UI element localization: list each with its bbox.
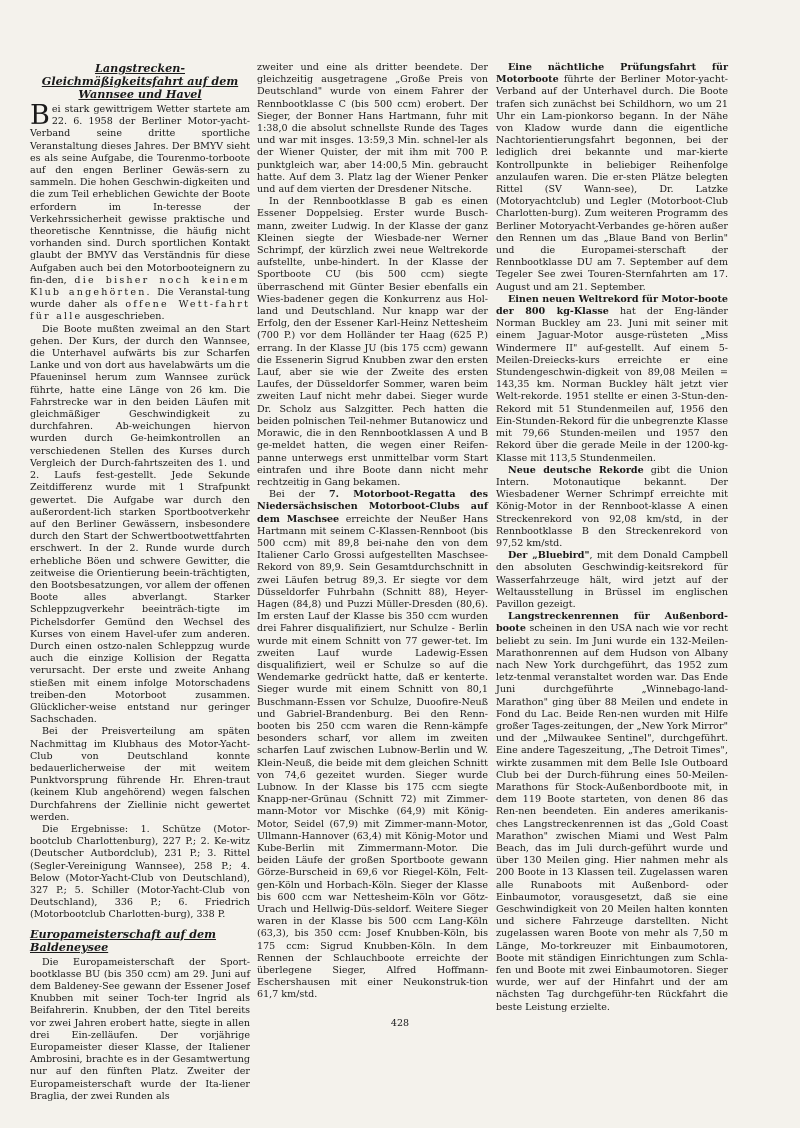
paragraph	[496, 465, 728, 550]
paragraph	[257, 489, 488, 1002]
column-left	[30, 62, 250, 1103]
drop-cap: B	[30, 100, 50, 131]
paragraph: In der Rennbootklasse B gab es einen Essener Doppelsieg. Erster wurde Busch-mann, zweiter Ludwig. In der Klasse der ganz Kleinen siegte der Wiesbade-ner Werner Schrimpf, der kürzlich zwei neue Weltrekorde aufstellte, unbe-hindert. In der Klasse der Sportboote CU (bis 500 ccm) siegte überraschend mit Günter Besier ebenfalls ein Wies-badener gegen die Konkurrenz aus Hol-land und Deutschland. Nur knapp war der Erfolg, den der Essener Karl-Heinz Nettesheim (700 P.) vor dem Holländer ter Haag (625 P.) errang. In der Klasse JU (bis 175 ccm) gewann die Essenerin Sigrud Knubben zwar den ersten Lauf, aber sie wie der Zweite des ersten Laufes, der Düsseldorfer Sommer, waren beim zweiten Lauf nicht mehr dabei. Sieger wurde Dr. Scholz aus Salzgitter. Pech hatten die beiden polnischen Teil-nehmer Butanowicz und Morawic, die in den Rennbootklassen A und B ge-meldet hatten, die wegen einer Reifen-panne unterwegs erst unmittelbar vorm Start eintrafen und ihre Boote dann nicht mehr rechtzeitig in Gang bekamen.	[257, 196, 488, 488]
spaced-text: offene Wett-fahrt für alle	[30, 299, 250, 323]
paragraph	[496, 62, 728, 294]
paragraph: Die Europameisterschaft der Sport-bootklasse BU (bis 350 ccm) am 29. Juni auf dem Baldeney-See gewann der Essener Josef Knubben mit seiner Toch-ter Ingrid als Beifahrerin. Knubben, der den Titel bereits vor zwei Jahren erobert hatte, siegte in allen drei Ein-zelläufen. Der vorjährige Europameister dieser Klasse, der Italiener Ambrosini, brachte es in der Gesamtwertung nur auf den fünften Platz. Zweiter der Europameisterschaft wurde der Ita-liener Braglia, der zwei Runden als	[30, 956, 250, 1102]
text-run: Die Veranstal-tung wurde daher als	[30, 287, 250, 311]
headline-baldeneysee: Europameisterschaft auf dem Baldeneysee	[30, 926, 217, 954]
text-run: führte der Berliner Motor-yacht-Verband auf der Unterhavel durch. Die Boote trafen sich zunächst bei Schildhorn, wo um 21 Uhr ein Lam-pionkorso begann. In der Nähe von Kladow wurde dann die eigentliche Nachtorientierungsfahrt begonnen, bei der lediglich drei bekannte und mar-kierte Kontrollpunkte in beliebiger Reihenfolge anzulaufen waren. Die er-sten Plätze belegten Rittel (SV Wann-see), Dr. Latzke (Motoryachtclub) und Legler (Motorboot-Club Charlotten-burg). Zum weiteren Programm des Berliner Motoryacht-Verbandes ge-hören außer den Rennen um das „Blaue Band von Berlin" und die Europamei-sterschaft der Rennbootklasse DU am 7. September auf dem Tegeler See zwei Touren-Sternfahrten am 17. August und am 21. September.	[496, 74, 728, 293]
paragraph: Bei der Preisverteilung am späten Nachmittag im Klubhaus des Motor-Yacht-Club von Deutschland konnte bedauerlicherweise der mit weitem Punktvorsprung führende Hr. Ehren-traut (keinem Klub angehörend) wegen falschen Durchfahrens der Ziellinie nicht gewertet werden.	[30, 726, 250, 823]
text-run: ausgeschrieben.	[82, 311, 165, 323]
inline-heading: 7. Motorboot-Regatta des Niedersächsischen Motorboot-Clubs auf dem Maschsee	[257, 489, 488, 525]
page-number: 428	[390, 1018, 410, 1029]
inline-heading: Neue deutsche Rekorde	[508, 464, 644, 476]
spaced-text: die bisher noch keinem Klub angehörten.	[30, 274, 250, 299]
paragraph: Die Ergebnisse: 1. Schütze (Motor-bootclub Charlottenburg), 227 P.; 2. Ke-witz (Deutscher Autbordclub), 231 P.; 3. Rittel (Segler-Vereinigung Wannsee), 258 P.; 4. Below (Motor-Yacht-Club von Deutschland), 327 P.; 5. Schiller (Motor-Yacht-Club von Deutschland), 336 P.; 6. Friedrich (Motorbootclub Charlotten-burg), 338 P.	[30, 823, 250, 921]
column-middle	[257, 62, 488, 1002]
inline-heading: Einen neuen Weltrekord für Motor-boote der 800 kg-Klasse	[496, 293, 728, 318]
text-run: gibt die Union Intern. Motonautique bekannt. Der Wiesbadener Werner Schrimpf erreichte mit König-Motor in der Rennboot-klasse A einen Streckenrekord von 92,08 km/std, in der Rennbootklasse B den Streckenrekord von 97,52 km/std.	[496, 464, 728, 549]
paragraph	[30, 100, 250, 324]
text-run: Bei der	[269, 489, 329, 501]
paragraph: Die Boote mußten zweimal an den Start gehen. Der Kurs, der durch den Wannsee, die Unterhavel aufwärts bis zur Scharfen Lanke und von dort aus havelabwärts um die Pfaueninsel herum zum Wannsee zurück führte, hatte eine Länge von 26 km. Die Fahrstrecke war in den beiden Läufen mit gleichmäßiger Geschwindigkeit zu durchfahren. Ab-weichungen hiervon wurden durch Ge-heimkontrollen an verschiedenen Stellen des Kurses durch Vergleich der Durch-fahrtszeiten des 1. und 2. Laufs fest-gestellt. Jede Sekunde Zeitdifferenz wurde mit 1 Strafpunkt gewertet. Die Aufgabe war durch den außerordent-lich starken Sportbootverkehr auf den Berliner Gewässern, insbesondere durch den Start der Schwertbootwettfahrten erschwert. In der 2. Runde wurde durch erhebliche Böen und schwere Gewitter, die zeitweise die Orientierung beein-trächtigten, den Bootsbesatzungen, vor allem der offenen Boote alles abverlangt. Starker Schleppzugverkehr beeinträch-tigte im Pichelsdorfer Gemünd den Wechsel des Kurses von einem Havel-ufer zum anderen. Durch einen ostzo-nalen Schleppzug wurde auch die einzige Kollision der Regatta verursacht. Der erste und zweite Anhang stießen mit einem infolge Motorschadens treiben-den Motorboot zusammen. Glücklicher-weise entstand nur geringer Sachschaden.	[30, 323, 250, 726]
column-right	[496, 62, 728, 1014]
text-run: scheinen in den USA nach wie vor recht beliebt zu sein. Im Juni wurde ein 132-Meilen-Marathonrennen auf dem Hudson von Albany nach New York durchgeführt, das 1952 zum letz-tenmal veranstaltet worden war. Das Ende Juni durchgeführte „Winnebago-land-Marathon" ging über 88 Meilen und endete in Fond du Lac. Beide Ren-nen wurden mit Hilfe großer Tages-zeitungen, der „New York Mirror" und der „Milwaukee Sentinel", durchgeführt. Eine andere Tageszeitung, „The Detroit Times", wirkte zusammen mit dem Belle Isle Outboard Club bei der Durch-führung eines 50-Meilen-Marathons für Stock-Außenbordboote mit, in dem 119 Boote starteten, von denen 86 das Ren-nen beendeten. Ein anderes amerikanis-ches Langstreckenrennen ist das „Gold Coast Marathon" zwischen Miami und West Palm Beach, das im Juli durch-geführt wurde und über 130 Meilen ging. Hier nahmen mehr als 200 Boote in 13 Klassen teil. Zugelassen waren alle Runaboots mit Außenbord- oder Einbaumotor, vorausgesetzt, daß sie eine Geschwindigkeit von 20 Meilen halten konnten und sichere Fahrzeuge darstellten. Nicht zugelassen waren Boote von mehr als 7,50 m Länge, Mo-torkreuzer mit Einbaumotoren, Boote mit ständigen Einrichtungen zum Schla-fen und Boote mit zwei Einbaumotoren. Sieger wurde, wer auf der Hinfahrt und der am nächsten Tag durchgeführ-ten Rückfahrt die beste Leistung erzielte.	[496, 623, 728, 1013]
text-run: ei stark gewittrigem Wetter startete am 22. 6. 1958 der Berliner Motor-yacht-Verband seine dritte sportliche Veranstaltung dieses Jahres. Der BMYV sieht es als seine Aufgabe, die Tourenmo-torboote auf den engen Berliner Gewäs-sern zu sammeln. Die hohen Geschwin-digkeiten und die zum Teil erheblichen Gewichte der Boote erfordern im In-teresse der Verkehrssicherheit gewisse praktische und theoretische Kenntnisse, die häufig nicht vorhanden sind. Durch sportlichen Kontakt glaubt der BMYV das Verständnis für diese Aufgaben auch bei den Motorbooteignern zu fin-den,	[30, 104, 250, 286]
paragraph	[496, 550, 728, 611]
text-run: hat der Eng-länder Norman Buckley am 23. Juni mit seiner mit einem Jaguar-Motor ausge-rüsteten „Miss Windermere II" auf-gestellt. Auf einem 5-Meilen-Dreiecks-kurs erreichte er eine Stundengeschwin-digkeit von 89,08 Meilen = 143,35 km. Norman Buckley hält jetzt vier Welt-rekorde. 1951 stellte er einen 3-Stun-den-Rekord mit 51 Stundenmeilen auf, 1956 den Ein-Stunden-Rekord für die unbegrenzte Klasse mit 79,66 Stunden-meilen und 1957 den Rekord über die gerade Meile in der 1200-kg-Klasse mit 113,5 Stundenmeilen.	[496, 306, 728, 464]
text-run: , mit dem Donald Campbell den absoluten Geschwindig-keitsrekord für Wasserfahrzeuge hält, wird jetzt auf der Weltausstellung in Brüssel im englischen Pavillon gezeigt.	[496, 550, 728, 610]
headline-wannsee: Langstrecken-Gleichmäßigkeitsfahrt auf dem Wannsee und Havel	[41, 61, 239, 101]
inline-heading: Eine nächtliche Prüfungsfahrt für Motorboote	[496, 62, 728, 86]
text-run: erreichte der Neußer Hans Hartmann mit seinem C-Klassen-Rennboot (bis 500 ccm) mit 89,8 bei-nahe den von dem Italiener Carlo Grossi aufgestellten Maschsee-Rekord von 89,9. Sein Gesamtdurchschnitt in zwei Läufen betrug 89,3. Er siegte vor dem Düsseldorfer Fuhrbahn (Schnitt 88), Heyer-Hagen (84,8) und Puzzi Müller-Dresden (80,6). Im ersten Lauf der Klasse bis 350 ccm wurden drei Fahrer disqualifiziert, nur Schulze - Berlin wurde mit einem Schnitt von 77 gewer-tet. Im zweiten Lauf wurde Ladewig-Essen disqualifiziert, weil er Schulze so auf die Wendemarke gedrückt hatte, daß er kenterte. Sieger wurde mit einem Schnitt von 80,1 Buschmann-Essen vor Schulze, Duoofire-Neuß und Gabriel-Brandenburg. Bei den Renn-booten bis 250 ccm waren die Renn-kämpfe besonders scharf, vor allem im zweiten scharfen Lauf zwischen Lubnow-Berlin und W. Klein-Neuß, die beide mit dem gleichen Schnitt von 74,6 gezeitet wurden. Sieger wurde Lubnow. In der Klasse bis 175 ccm siegte Knapp-ner-Grünau (Schnitt 72) mit Zimmer-mann-Motor vor Mischke (64,9) mit König-Motor, Seidel (67,9) mit Zimmer-mann-Motor, Ullmann-Hannover (63,4) mit König-Motor und Kube-Berlin mit Zimmermann-Motor. Die beiden Läufe der großen Sportboote gewann Görze-Burscheid in 69,6 vor Riegel-Köln, Felt-gen-Köln und Horbach-Köln. Sieger der Klasse bis 600 ccm war Nettesheim-Köln vor Götz-Urach und Hellwig-Düs-seldorf. Weitere Sieger waren in der Klasse bis 500 ccm Lang-Köln (63,3), bis 350 ccm: Josef Knubben-Köln, bis 175 ccm: Sigrud Knubben-Köln. In dem Rennen der Schlauchboote erreichte der überlegene Sieger, Alfred Hoffmann-Eschershausen mit einer Neukonstruk-tion 61,7 km/std.	[257, 513, 488, 1001]
inline-heading: Der „Bluebird"	[508, 550, 590, 562]
inline-heading: Langstreckenrennen für Außenbord-boote	[496, 611, 728, 635]
paragraph: zweiter und eine als dritter beendete. Der gleichzeitig ausgetragene „Große Preis von Deutschland" wurde von einem Fahrer der Rennbootklasse C (bis 500 ccm) erobert. Der Sieger, der Bonner Hans Hartmann, fuhr mit 1:38,0 die absolut schnellste Runde des Tages und war mit insges. 13:59,3 Min. schnel-ler als der Wiener Quister, der mit ihm mit 700 P. punktgleich war, aber 14:00,5 Min. gebraucht hatte. Auf dem 3. Platz lag der Wiener Penker und auf dem vierten der Dresdener Nitsche.	[257, 62, 488, 196]
paragraph	[496, 611, 728, 1014]
paragraph	[496, 294, 728, 465]
